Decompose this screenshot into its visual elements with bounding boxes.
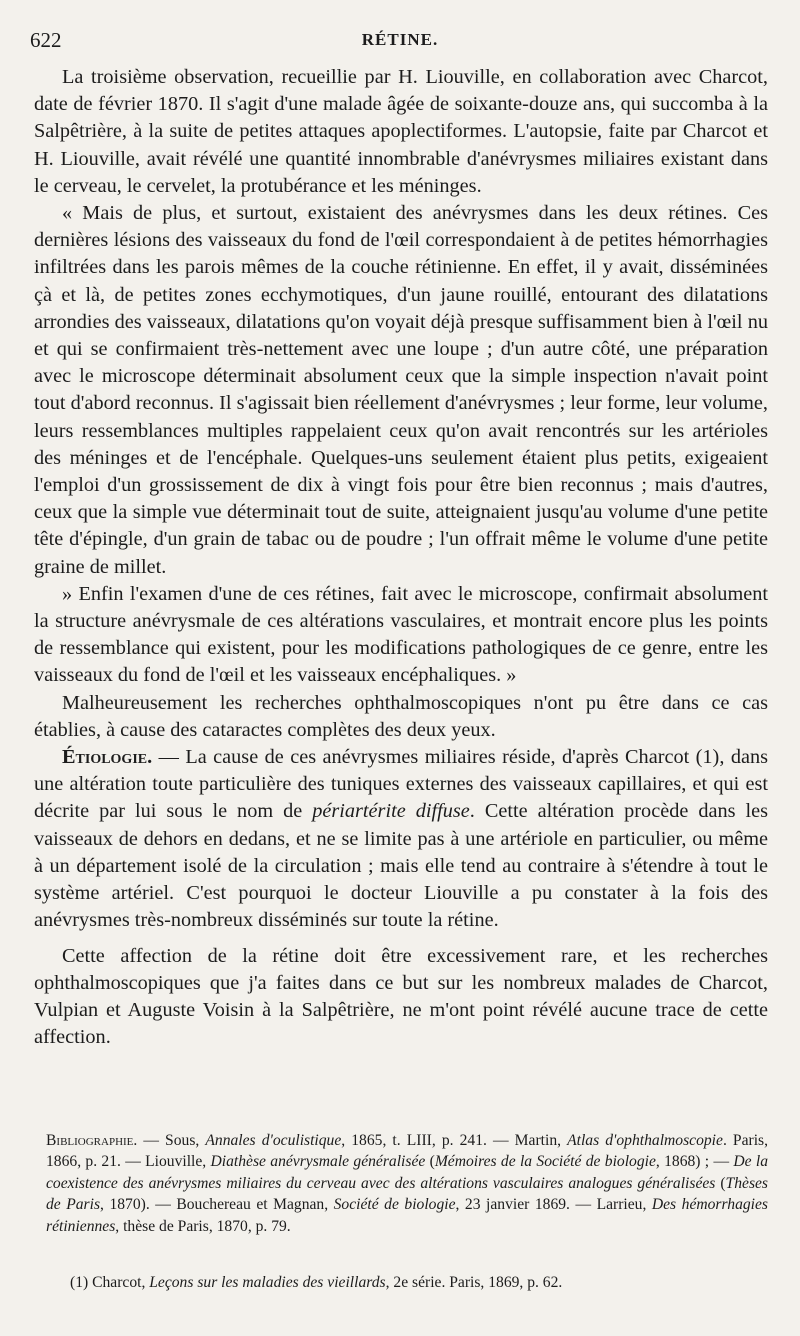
etiology-text-a: — La cause de ces anévrysmes miliaires réside, d'après Charcot (1), dans une altération toute particulière des tuniques externes des vaisseaux capillaires, et qui est décrite par lui sous le nom de bbox=[34, 746, 768, 823]
footnote-title: Leçons sur les maladies des vieillards bbox=[149, 1274, 386, 1291]
bib-title: Atlas d'ophthalmoscopie bbox=[567, 1132, 723, 1149]
paragraph-observation: La troisième observation, recueillie par H. Liouville, en collaboration avec Charcot, date de février 1870. Il s'agit d'une malade âgée de soixante-douze ans, qui succomba à la Salpêtrière, à la suite de petites attaques apoplectiformes. L'autopsie, faite par Charcot et H. Liouville, avait révélé une quantité innombrable d'anévrysmes miliaires existant dans le cerveau, le cervelet, la protubérance et les méninges. bbox=[34, 66, 768, 197]
bib-title: Annales d'oculistique bbox=[205, 1132, 342, 1149]
bib-title: Des hémorrhagies rétiniennes bbox=[46, 1196, 768, 1235]
bib-text: , 1868) ; — bbox=[655, 1153, 734, 1171]
running-title: RÉTINE. bbox=[361, 30, 439, 49]
bib-text: . Paris, 1866, p. 21. — Liouville, bbox=[46, 1132, 769, 1171]
bib-text: , 1870). — Bouchereau et Magnan, bbox=[100, 1196, 334, 1214]
bibliography-label: Bibliographie. bbox=[46, 1132, 138, 1149]
paragraph-quote-retinas: « Mais de plus, et surtout, existaient des anévrysmes dans les deux rétines. Ces dernières lésions des vaisseaux du fond de l'œil correspondaient à de petites hémorrhagies infiltrées dans les parois mêmes de la couche rétinienne. En effet, il y avait, disséminées çà et là, de petites zones ecchymotiques, d'un jaune rouillé, entourant des dilatations arrondies des vaisseaux, dilatations qu'on voyait déjà presque suffisamment bien à l'œil nu et qui se confirmaient très-nettement avec une loupe ; d'un autre côté, une préparation avec le microscope déterminait absolument ceux que la simple inspection n'avait point tout d'abord reconnus. Il s'agissait bien réellement d'anévrysmes ; leur forme, leur volume, leurs ressemblances multiples rappelaient ceux qu'on avait rencontrés sur les artérioles des méninges et de l'encéphale. Quelques-uns seulement étaient plus petits, exigeaient l'emploi d'un grossissement de dix à vingt fois pour être bien reconnus ; mais d'autres, ceux que la simple vue déterminait tout de suite, atteignaient jusqu'au volume d'une petite tête d'épingle, d'un grain de tabac ou de poudre ; l'un offrait même le volume d'une petite graine de millet. bbox=[34, 202, 768, 578]
bibliography bbox=[46, 1130, 768, 1237]
footnote bbox=[70, 1272, 770, 1293]
etiology-text-b: . Cette altération procède dans les vaisseaux de dehors en dedans, et ne se limite pas à une artériole en particulier, ou même à un département isolé de la circulation ; mais elle tend au contraire à s'étendre à tout le système artériel. C'est pourquoi le docteur Liouville a pu constater à la fois des anévrysmes très-nombreux disséminés sur toute la rétine. bbox=[34, 800, 768, 932]
bib-title: Mémoires de la Société de biologie bbox=[434, 1153, 656, 1171]
page-number: 622 bbox=[30, 28, 62, 52]
paragraph-quote-microscope: » Enfin l'examen d'une de ces rétines, fait avec le microscope, confirmait absolument la structure anévrysmale de ces altérations vasculaires, et montrait encore plus les points de ressemblance qui existent, pour les modifications pathologiques de ce genre, entre les vaisseaux du fond de l'œil et les vaisseaux encéphaliques. » bbox=[34, 582, 768, 687]
bib-text: ( bbox=[425, 1153, 435, 1171]
paragraph-etiology bbox=[34, 744, 768, 934]
bib-text: , thèse de Paris, 1870, p. 79. bbox=[115, 1217, 291, 1235]
main-text bbox=[34, 64, 768, 1051]
etiology-term: périartérite diffuse bbox=[312, 800, 470, 823]
bib-title: Société de biologie bbox=[333, 1196, 456, 1214]
etiology-label: Étiologie. bbox=[62, 746, 153, 769]
page-header bbox=[30, 28, 770, 58]
footnote-marker: (1) Charcot, bbox=[70, 1274, 150, 1291]
bib-title: Thèses de Paris bbox=[46, 1174, 768, 1214]
bib-text: — Sous, bbox=[137, 1132, 206, 1149]
bib-title: Diathèse anévrysmale généralisée bbox=[210, 1153, 426, 1171]
paragraph-rarity: Cette affection de la rétine doit être excessivement rare, et les recherches ophthalmoscopiques que j'a faites dans ce but sur les nombreux malades de Charcot, Vulpian et Auguste Voisin à la Salpêtrière, ne m'ont point révélé aucune trace de cette affection. bbox=[34, 944, 768, 1049]
bib-text: , 1865, t. LIII, p. 241. — Martin, bbox=[341, 1132, 568, 1149]
paragraph-ophthalmoscopic: Malheureusement les recherches ophthalmoscopiques n'ont pu être dans ce cas établies, à cause des cataractes complètes des deux yeux. bbox=[34, 691, 768, 741]
bib-text: , 23 janvier 1869. — Larrieu, bbox=[455, 1196, 652, 1214]
bibliography-text bbox=[46, 1130, 768, 1237]
bib-text: ( bbox=[715, 1174, 726, 1192]
footnote-text bbox=[70, 1272, 770, 1293]
footnote-rest: , 2e série. Paris, 1869, p. 62. bbox=[385, 1274, 563, 1291]
bib-title: De la coexistence des anévrysmes miliaires du cerveau avec des altérations vasculaires analogues généralisées bbox=[46, 1153, 769, 1192]
